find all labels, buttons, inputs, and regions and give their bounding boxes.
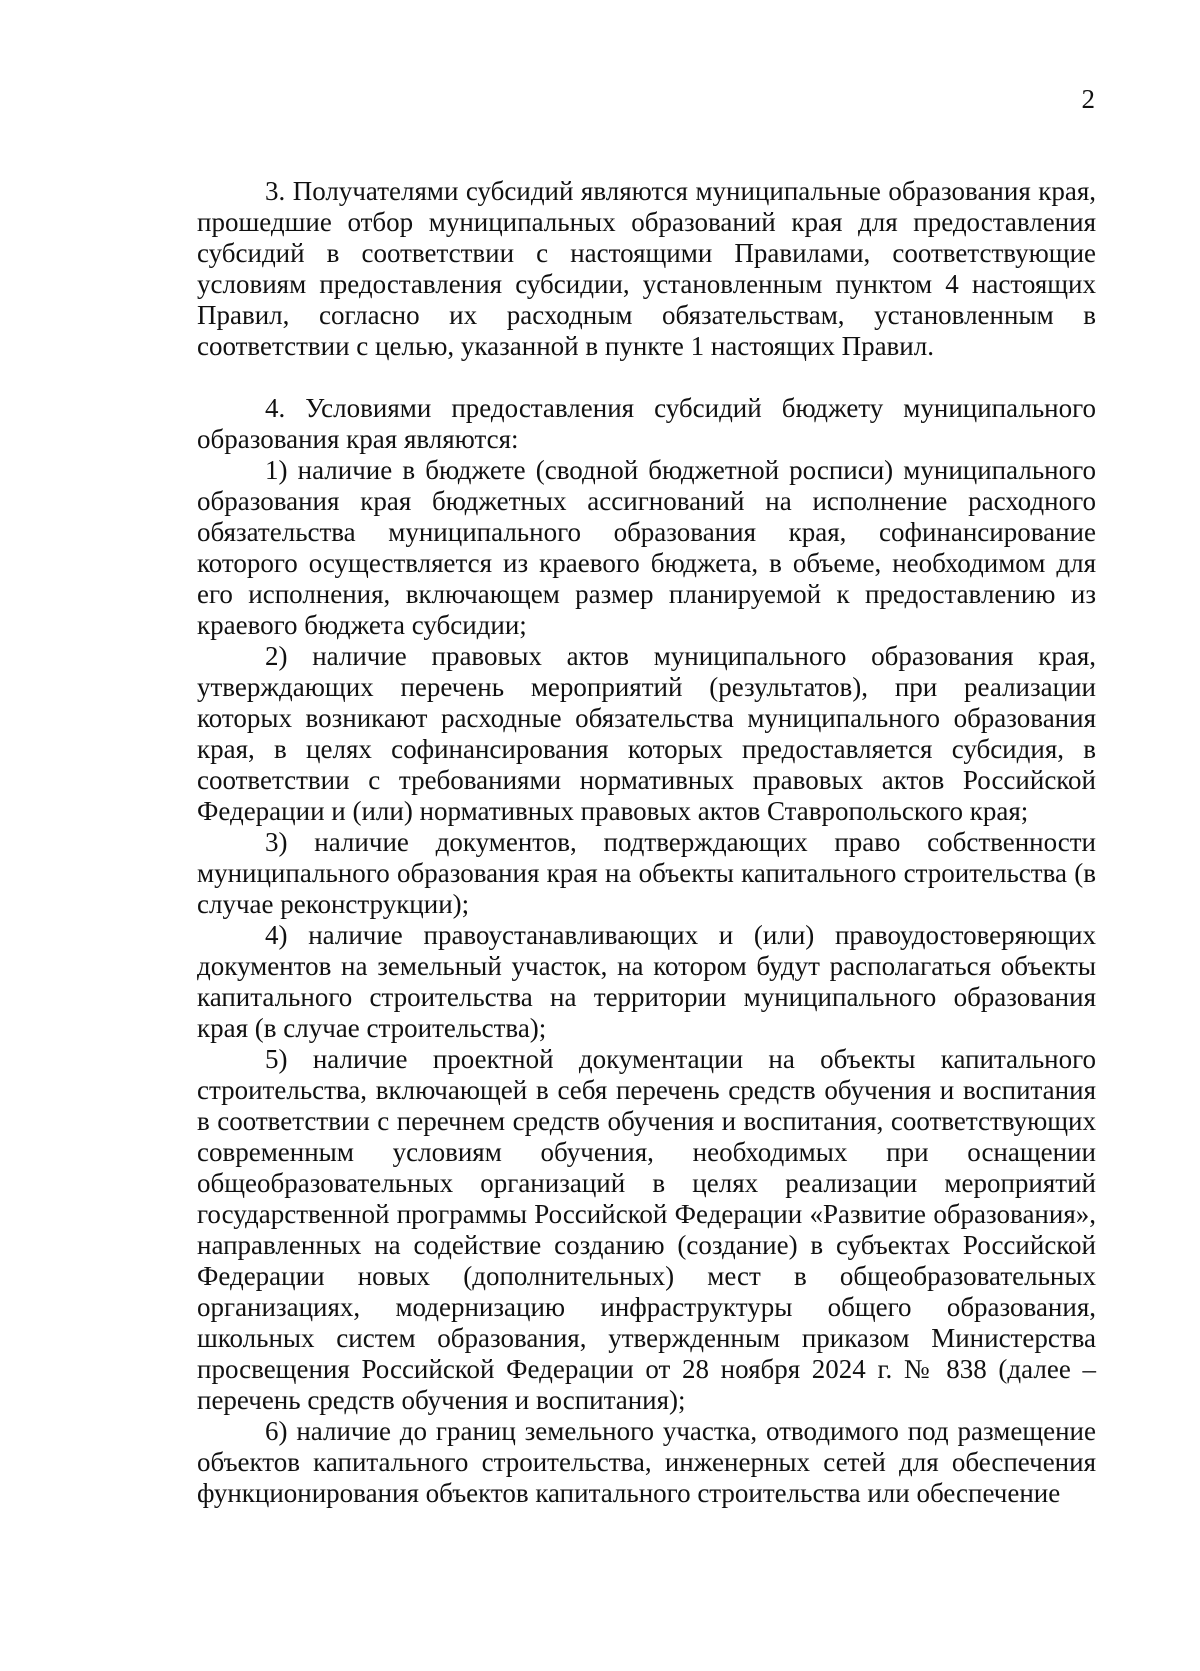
paragraph-item-3: 3. Получателями субсидий являются муниципальные образования края, прошедшие отбор муниципальных образований края для предоставления субсидий в соответствии с настоящими Правилами, соответствующие условиям предоставления субсидии, установленным пунктом 4 настоящих Правил, согласно их расходным обязательствам, установленным в соответствии с целью, указанной в пункте 1 настоящих Правил. bbox=[197, 176, 1096, 361]
subitem-3: 3) наличие документов, подтверждающих право собственности муниципального образования края на объекты капитального строительства (в случае реконструкции); bbox=[197, 827, 1096, 919]
page-number: 2 bbox=[1081, 84, 1095, 114]
subitem-6: 6) наличие до границ земельного участка, отводимого под размещение объектов капитального строительства, инженерных сетей для обеспечения функционирования объектов капитального строительства или обеспечение bbox=[197, 1416, 1096, 1508]
subitem-5: 5) наличие проектной документации на объекты капитального строительства, включающей в себя перечень средств обучения и воспитания в соответствии с перечнем средств обучения и воспитания, соответствующих современным условиям обучения, необходимых при оснащении общеобразовательных организаций в целях реализации мероприятий государственной программы Российской Федерации «Развитие образования», направленных на содействие созданию (создание) в субъектах Российской Федерации новых (дополнительных) мест в общеобразовательных организациях, модернизацию инфраструктуры общего образования, школьных систем образования, утвержденным приказом Министерства просвещения Российской Федерации от 28 ноября 2024 г. № 838 (далее – перечень средств обучения и воспитания); bbox=[197, 1044, 1096, 1415]
subitem-4: 4) наличие правоустанавливающих и (или) правоудостоверяющих документов на земельный участок, на котором будут располагаться объекты капитального строительства на территории муниципального образования края (в случае строительства); bbox=[197, 920, 1096, 1043]
document-body bbox=[197, 176, 1096, 1509]
subitem-2: 2) наличие правовых актов муниципального образования края, утверждающих перечень мероприятий (результатов), при реализации которых возникают расходные обязательства муниципального образования края, в целях софинансирования которых предоставляется субсидия, в соответствии с требованиями нормативных правовых актов Российской Федерации и (или) нормативных правовых актов Ставропольского края; bbox=[197, 641, 1096, 826]
paragraph-item-4: 4. Условиями предоставления субсидий бюджету муниципального образования края являются: bbox=[197, 393, 1096, 454]
subitem-1: 1) наличие в бюджете (сводной бюджетной росписи) муниципального образования края бюджетных ассигнований на исполнение расходного обязательства муниципального образования края, софинансирование которого осуществляется из краевого бюджета, в объеме, необходимом для его исполнения, включающем размер планируемой к предоставлению из краевого бюджета субсидии; bbox=[197, 455, 1096, 640]
